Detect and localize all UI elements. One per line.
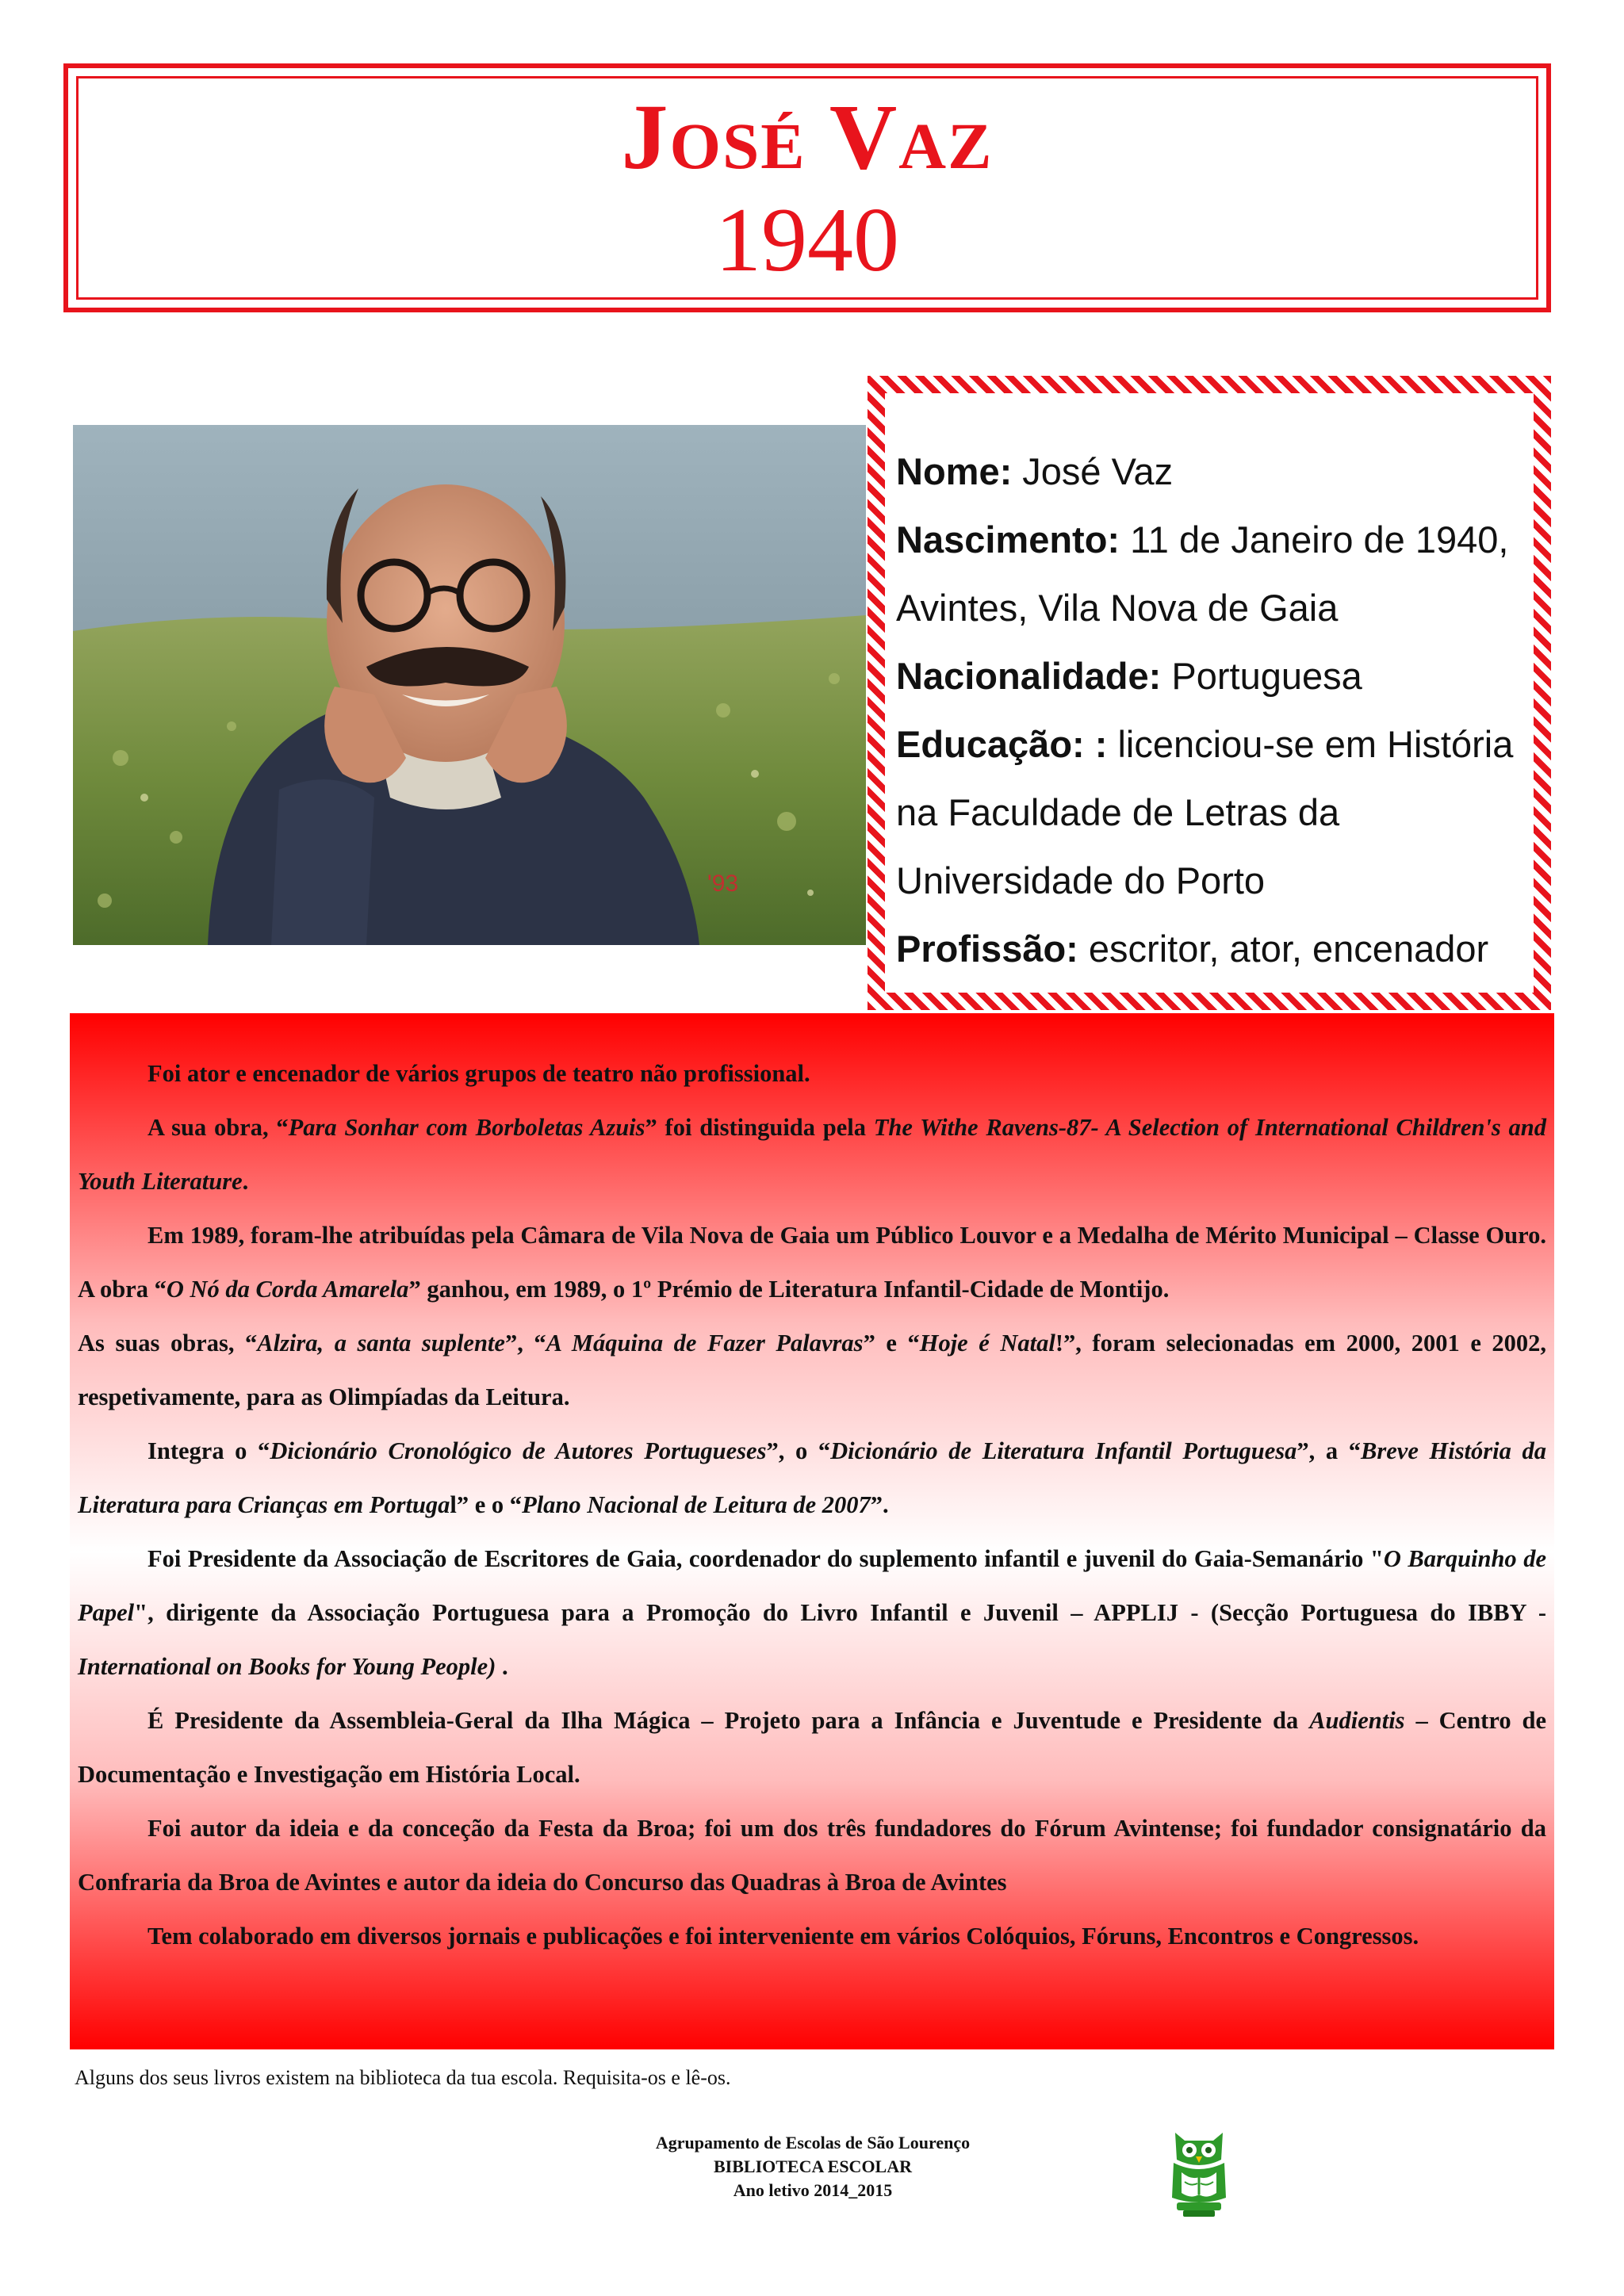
info-item-nationality: [896, 642, 1519, 710]
info-label: Educação: :: [896, 723, 1108, 765]
bio-paragraph: Em 1989, foram-lhe atribuídas pela Câmara de Vila Nova de Gaia um Público Louvor e a Medalha de Mérito Municipal – Classe Ouro. A obra “O Nó da Corda Amarela” ganhou, em 1989, o 1º Prémio de Literatura Infantil-Cidade de Montijo.: [78, 1222, 1546, 1303]
biography-panel: [70, 1013, 1554, 2049]
info-label: Profissão:: [896, 928, 1078, 970]
info-value: Portuguesa: [1171, 655, 1362, 697]
info-item-profession: [896, 915, 1519, 983]
info-label: Nacionalidade:: [896, 655, 1162, 697]
info-item-education: [896, 710, 1519, 915]
bio-paragraph: Integra o “Dicionário Cronológico de Autores Portugueses”, o “Dicionário de Literatura Infantil Portuguesa”, a “Breve História da Literatura para Crianças em Portugal” e o “Plano Nacional de Leitura de 2007”.: [78, 1437, 1547, 1518]
bio-paragraph: A sua obra, “Para Sonhar com Borboletas Azuis” foi distinguida pela The Withe Ravens-87- A Selection of International Children's and Youth Literature.: [78, 1114, 1547, 1195]
owl-book-logo-icon: [1166, 2125, 1232, 2218]
bio-paragraph: Foi autor da ideia e da conceção da Festa da Broa; foi um dos três fundadores do Fórum Avintense; foi fundador consignatário da Confraria da Broa de Avintes e autor da ideia do Concurso das Quadras à Broa de Avintes: [78, 1815, 1546, 1896]
bio-paragraph: Tem colaborado em diversos jornais e publicações e foi interveniente em vários Colóquios, Fóruns, Encontros e Congressos.: [147, 1923, 1419, 1950]
photo-stamp: '93: [707, 871, 739, 897]
school-info: [492, 2131, 1134, 2202]
info-value: José Vaz: [1022, 450, 1174, 492]
school-name: Agrupamento de Escolas de São Lourenço: [655, 2133, 971, 2152]
author-name: José Vaz: [621, 85, 994, 189]
bio-paragraph: As suas obras, “Alzira, a santa suplente”, “A Máquina de Fazer Palavras” e “Hoje é Natal!”, foram selecionadas em 2000, 2001 e 2002, respetivamente, para as Olimpíadas da Leitura.: [78, 1330, 1547, 1410]
library-name: BIBLIOTECA ESCOLAR: [713, 2156, 913, 2176]
info-card: [868, 376, 1551, 1010]
info-label: Nome:: [896, 450, 1013, 492]
school-year: Ano letivo 2014_2015: [733, 2180, 893, 2200]
author-photo: [73, 425, 866, 945]
birth-year: 1940: [715, 189, 899, 291]
bio-paragraph: É Presidente da Assembleia-Geral da Ilha Mágica – Projeto para a Infância e Juventude e Presidente da Audientis – Centro de Documentação e Investigação em História Local.: [78, 1707, 1547, 1788]
bio-paragraph: Foi Presidente da Associação de Escritores de Gaia, coordenador do suplemento infantil e juvenil do Gaia-Semanário "O Barquinho de Papel", dirigente da Associação Portuguesa para a Promoção do Livro Infantil e Juvenil – APPLIJ - (Secção Portuguesa do IBBY -International on Books for Young People) .: [78, 1545, 1546, 1680]
info-item-name: [896, 438, 1519, 506]
info-value: licenciou-se em História na Faculdade de Letras da Universidade do Porto: [896, 723, 1514, 901]
info-label: Nascimento:: [896, 519, 1120, 561]
title-frame: [63, 63, 1551, 312]
info-list: [896, 438, 1519, 983]
bio-paragraph: Foi ator e encenador de vários grupos de teatro não profissional.: [147, 1060, 810, 1087]
info-item-birth: [896, 506, 1519, 642]
library-note: Alguns dos seus livros existem na biblioteca da tua escola. Requisita-os e lê-os.: [75, 2066, 731, 2089]
portrait-illustration: [73, 425, 866, 945]
info-value: 11 de Janeiro de 1940, Avintes, Vila Nova de Gaia: [896, 519, 1509, 629]
info-value: escritor, ator, encenador: [1088, 928, 1489, 970]
